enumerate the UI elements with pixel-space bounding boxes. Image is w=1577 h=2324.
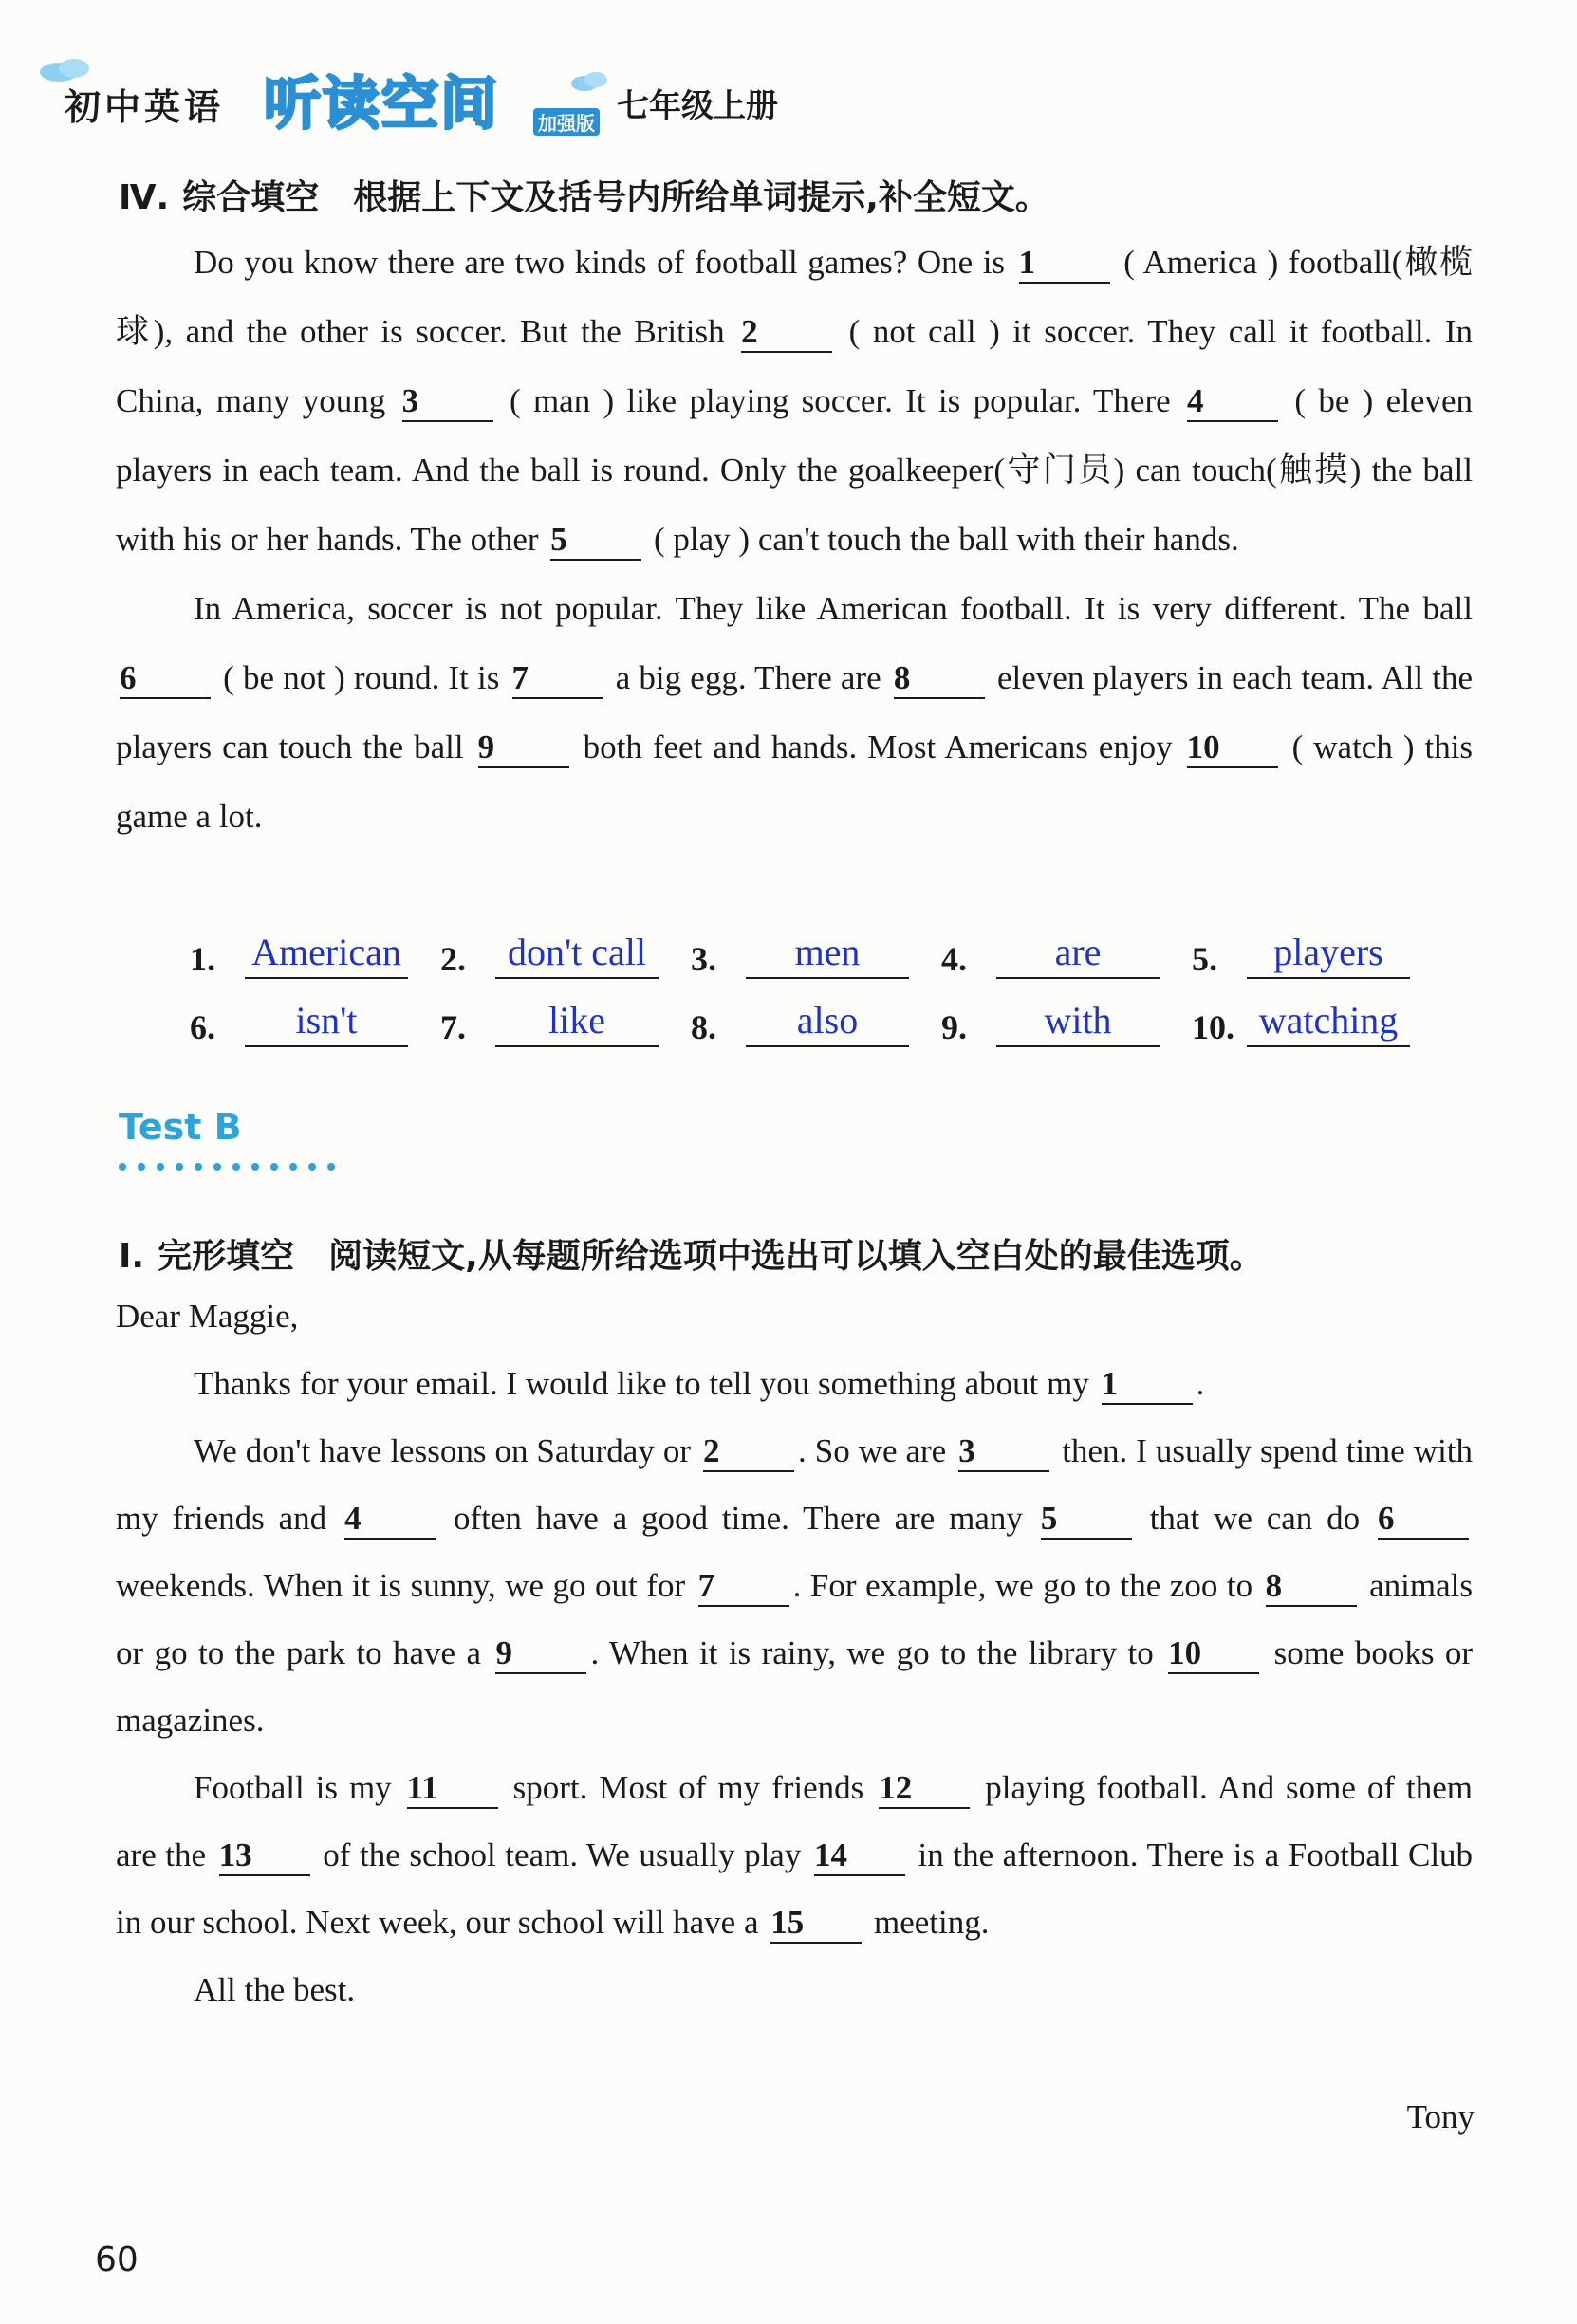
section-heading bbox=[119, 1229, 1264, 1278]
blank: 2 bbox=[703, 1432, 794, 1472]
answer-row bbox=[190, 911, 1442, 979]
passage-paragraph bbox=[116, 228, 1473, 574]
section-type: 综合填空 bbox=[182, 178, 320, 217]
passage-paragraph bbox=[116, 574, 1473, 851]
passage bbox=[116, 228, 1473, 851]
section-number: Ⅳ. bbox=[119, 178, 170, 217]
text-run: ( man ) like playing soccer. It is popular. There bbox=[509, 382, 1171, 419]
letter-greeting: Dear Maggie, bbox=[116, 1298, 299, 1335]
answer-item bbox=[190, 996, 440, 1047]
answer-number: 4. bbox=[941, 940, 967, 978]
cloud-icon bbox=[569, 70, 611, 93]
text-run: . For example, we go to the zoo to bbox=[792, 1567, 1253, 1604]
series-title: 初中英语 bbox=[65, 86, 225, 128]
blank: 3 bbox=[958, 1432, 1049, 1472]
blank: 6 bbox=[1378, 1500, 1469, 1540]
blank: 9 bbox=[495, 1634, 586, 1674]
section-instruction: 阅读短文,从每题所给选项中选出可以填入空白处的最佳选项。 bbox=[328, 1237, 1264, 1276]
blank: 5 bbox=[550, 521, 641, 561]
answer-value: are bbox=[996, 928, 1160, 979]
blank: 6 bbox=[120, 659, 211, 699]
text-run: ( watch ) this game a lot. bbox=[116, 729, 1474, 835]
page-header bbox=[38, 47, 892, 152]
letter-closing: All the best. bbox=[194, 1971, 356, 2008]
letter-signature: Tony bbox=[1406, 2098, 1475, 2135]
text-run: in the afternoon. There is a Football Club in our school. Next week, our school will have a bbox=[116, 1836, 1474, 1941]
text-run: Do you know there are two kinds of football games? One is bbox=[194, 244, 1006, 281]
text-run: We don't have lessons on Saturday or bbox=[194, 1432, 691, 1469]
blank: 8 bbox=[1266, 1567, 1357, 1607]
blank: 10 bbox=[1187, 729, 1278, 768]
answer-item bbox=[1192, 996, 1442, 1047]
text-run: Football is my bbox=[194, 1769, 392, 1806]
answer-number: 2. bbox=[440, 940, 466, 978]
answer-value: with bbox=[996, 996, 1160, 1047]
answer-value: men bbox=[746, 928, 909, 979]
section-type: 完形填空 bbox=[158, 1237, 295, 1276]
text-run: some books or magazines. bbox=[116, 1634, 1474, 1739]
answer-item bbox=[1192, 928, 1442, 979]
blank: 15 bbox=[770, 1904, 862, 1944]
blank: 11 bbox=[407, 1769, 498, 1809]
text-run: playing football. And some of them are the bbox=[116, 1769, 1474, 1873]
answer-item bbox=[691, 996, 941, 1047]
answer-number: 5. bbox=[1192, 940, 1217, 978]
blank: 13 bbox=[219, 1836, 310, 1876]
brand-title: 听读空间 bbox=[264, 71, 499, 138]
answer-value: also bbox=[746, 996, 909, 1047]
blank: 3 bbox=[402, 382, 493, 422]
text-run: . When it is rainy, we go to the library to bbox=[590, 1634, 1154, 1671]
dotted-divider bbox=[118, 1161, 345, 1172]
text-run: sport. Most of my friends bbox=[512, 1769, 864, 1806]
answer-value: like bbox=[495, 996, 659, 1047]
answer-value: American bbox=[245, 928, 408, 979]
answer-number: 3. bbox=[691, 940, 716, 978]
page-number: 60 bbox=[95, 2241, 139, 2279]
section-number: Ⅰ. bbox=[119, 1237, 145, 1276]
letter bbox=[116, 1282, 1473, 2023]
blank: 2 bbox=[741, 313, 832, 353]
text-run: ( play ) can't touch the ball with their hands. bbox=[654, 521, 1239, 558]
answer-value: don't call bbox=[495, 928, 659, 979]
answer-number: 6. bbox=[190, 1008, 215, 1046]
text-run: then. I usually spend time with my friends and bbox=[116, 1432, 1474, 1537]
edition-badge: 加强版 bbox=[533, 108, 600, 136]
text-run: that we can do bbox=[1149, 1500, 1361, 1537]
blank: 10 bbox=[1168, 1634, 1259, 1674]
blank: 1 bbox=[1019, 244, 1110, 284]
letter-paragraph bbox=[116, 1417, 1473, 1754]
blank: 9 bbox=[478, 729, 569, 768]
blank: 12 bbox=[879, 1769, 970, 1809]
text-run: ( be ) eleven players in each team. And the ball is round. Only the goalkeeper(守门员) can touch(触摸) the ball with his or her hands. The other bbox=[116, 382, 1474, 558]
answer-number: 8. bbox=[691, 1008, 716, 1046]
answer-value: watching bbox=[1247, 996, 1410, 1047]
blank: 5 bbox=[1041, 1500, 1132, 1540]
answer-grid bbox=[190, 911, 1442, 1047]
text-run: In America, soccer is not popular. They like American football. It is very different. The ball bbox=[194, 590, 1473, 627]
blank: 7 bbox=[512, 659, 603, 699]
answer-item bbox=[691, 928, 941, 979]
blank: 14 bbox=[814, 1836, 905, 1876]
text-run: eleven players in each team. All the players can touch the ball bbox=[116, 659, 1474, 765]
answer-item bbox=[941, 996, 1192, 1047]
text-run: ( America ) football(橄榄球), and the other is soccer. But the British bbox=[116, 244, 1473, 350]
text-run: meeting. bbox=[873, 1904, 990, 1941]
answer-number: 7. bbox=[440, 1008, 466, 1046]
text-run: ( not call ) it soccer. They call it football. In China, many young bbox=[116, 313, 1474, 419]
letter-paragraph bbox=[116, 1350, 1473, 1417]
answer-item bbox=[440, 928, 691, 979]
text-run: a big egg. There are bbox=[615, 659, 881, 696]
text-run: . bbox=[1196, 1365, 1205, 1402]
text-run: ( be not ) round. It is bbox=[223, 659, 500, 696]
section-instruction: 根据上下文及括号内所给单词提示,补全短文。 bbox=[353, 178, 1049, 217]
answer-number: 9. bbox=[941, 1008, 967, 1046]
grade-label: 七年级上册 bbox=[617, 87, 778, 125]
text-run: of the school team. We usually play bbox=[323, 1836, 802, 1873]
text-run: weekends. When it is sunny, we go out for bbox=[116, 1567, 686, 1604]
answer-item bbox=[440, 996, 691, 1047]
section-heading bbox=[119, 171, 1049, 219]
blank: 8 bbox=[894, 659, 985, 699]
text-run: often have a good time. There are many bbox=[453, 1500, 1023, 1537]
blank: 4 bbox=[1187, 382, 1278, 422]
blank: 7 bbox=[698, 1567, 789, 1607]
blank: 4 bbox=[344, 1500, 436, 1540]
answer-value: isn't bbox=[245, 996, 408, 1047]
text-run: Thanks for your email. I would like to tell you something about my bbox=[194, 1365, 1089, 1402]
answer-item bbox=[190, 928, 440, 979]
answer-number: 1. bbox=[190, 940, 215, 978]
blank: 1 bbox=[1102, 1365, 1193, 1405]
answer-value: players bbox=[1247, 928, 1410, 979]
text-run: animals or go to the park to have a bbox=[116, 1567, 1474, 1671]
answer-row bbox=[190, 979, 1442, 1047]
text-run: both feet and hands. Most Americans enjoy bbox=[583, 729, 1173, 765]
text-run: . So we are bbox=[798, 1432, 947, 1469]
answer-number: 10. bbox=[1192, 1008, 1234, 1046]
answer-item bbox=[941, 928, 1192, 979]
letter-paragraph bbox=[116, 1754, 1473, 1956]
test-b-title: Test B bbox=[119, 1106, 242, 1148]
